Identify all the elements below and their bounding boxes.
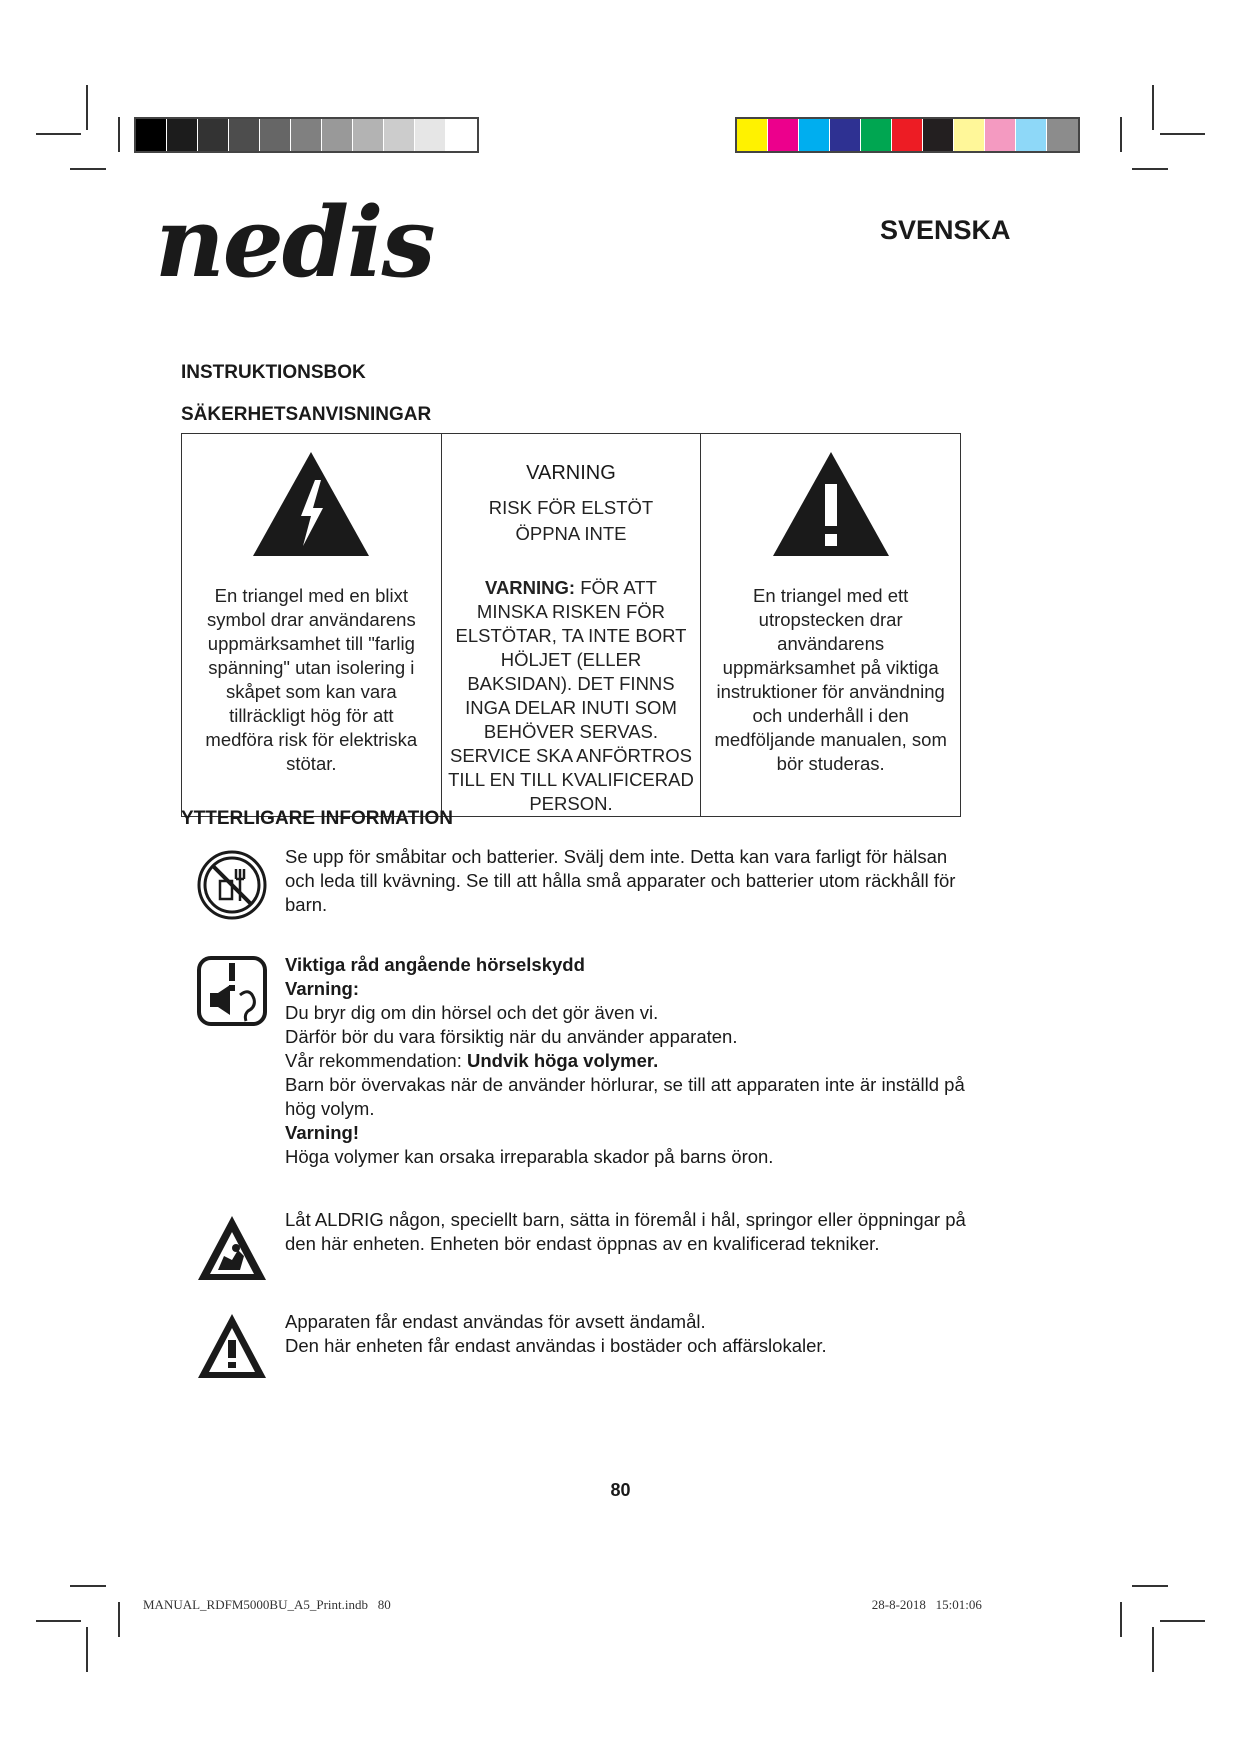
page-number: 80 <box>610 1480 631 1500</box>
color-swatch <box>198 119 229 151</box>
usage-line-1: Apparaten får endast användas för avsett ändamål. <box>285 1311 706 1332</box>
print-footer: MANUAL_RDFM5000BU_A5_Print.indb 80 28-8-2018 15:01:06 <box>143 1597 982 1612</box>
crop-mark <box>86 1627 88 1672</box>
language-label: SVENSKA <box>880 215 1011 245</box>
exclamation-description: En triangel med ett utropstecken drar användarens uppmärksamhet på viktiga instruktioner för användning och underhåll i den medföljande manualen, som bör studeras. <box>714 585 947 774</box>
general-warning-icon <box>196 1310 268 1382</box>
crop-mark <box>1152 1627 1154 1672</box>
color-swatch <box>892 119 923 151</box>
hearing-protection-icon <box>196 955 268 1027</box>
color-swatch <box>446 119 477 151</box>
no-objects-warning-icon <box>196 1212 268 1284</box>
center-warning-body: FÖR ATT MINSKA RISKEN FÖR ELSTÖTAR, TA INTE BORT HÖLJET (ELLER BAKSIDAN). DET FINNS INGA DELAR INUTI SOM BEHÖVER SERVAS. SERVICE SKA ANFÖRTROS TILL EN TILL KVALIFICERAD PERSON. <box>448 577 694 814</box>
color-swatch <box>1016 119 1047 151</box>
grayscale-calibration-bar <box>134 117 479 153</box>
crop-mark <box>36 1620 81 1622</box>
color-swatch <box>737 119 768 151</box>
crop-mark <box>1160 133 1205 135</box>
crop-mark <box>1120 1602 1122 1637</box>
crop-mark <box>118 1602 120 1637</box>
crop-mark <box>36 133 81 135</box>
usage-line-2: Den här enheten får endast användas i bostäder och affärslokaler. <box>285 1335 827 1356</box>
color-swatch <box>923 119 954 151</box>
hearing-warning-label: Varning: <box>285 978 360 999</box>
center-open-line: ÖPPNA INTE <box>515 523 627 544</box>
hearing-rec-prefix: Vår rekommendation: <box>285 1050 468 1071</box>
safety-warning-table <box>181 433 961 817</box>
hearing-title: Viktiga råd angående hörselskydd <box>285 954 585 975</box>
color-swatch <box>1047 119 1078 151</box>
hearing-line-1: Du bryr dig om din hörsel och det gör även vi. <box>285 1002 659 1023</box>
color-swatch <box>167 119 198 151</box>
small-parts-info <box>181 845 981 925</box>
color-calibration-bar <box>735 117 1080 153</box>
color-swatch <box>291 119 322 151</box>
nedis-logo: nedis <box>155 186 434 299</box>
crop-mark <box>1160 1620 1205 1622</box>
crop-mark <box>1120 117 1122 152</box>
crop-mark <box>118 117 120 152</box>
crop-mark <box>1132 1585 1168 1587</box>
center-warning-text <box>442 576 701 816</box>
crop-mark <box>1132 168 1168 170</box>
hearing-text <box>285 953 975 1169</box>
usage-info <box>181 1310 981 1390</box>
safety-title: SÄKERHETSANVISNINGAR <box>181 404 432 425</box>
small-parts-text: Se upp för småbitar och batterier. Svälj dem inte. Detta kan vara farligt för hälsan och leda till kvävning. Se till att hålla små apparater och batterier utom räckhåll för barn. <box>285 846 956 915</box>
color-swatch <box>954 119 985 151</box>
hearing-rec-bold: Undvik höga volymer. <box>467 1050 659 1071</box>
center-warning-cell <box>441 434 701 817</box>
color-swatch <box>861 119 892 151</box>
color-swatch <box>830 119 861 151</box>
hearing-warning-2: Varning! <box>285 1122 360 1143</box>
hearing-info <box>181 953 981 1173</box>
color-swatch <box>384 119 415 151</box>
center-risk-line: RISK FÖR ELSTÖT <box>488 497 654 518</box>
crop-mark <box>1152 85 1154 130</box>
lightning-description: En triangel med en blixt symbol drar användarens uppmärksamhet till "farlig spänning" utan isolering i skåpet som kan vara tillräckligt hög för att medföra risk för elektriska stötar. <box>205 585 418 774</box>
objects-text: Låt ALDRIG någon, speciellt barn, sätta in föremål i hål, springor eller öppningar på den här enheten. Enheten bör endast öppnas av en kvalificerad tekniker. <box>285 1209 966 1254</box>
lightning-cell <box>182 434 442 817</box>
usage-text <box>285 1310 975 1358</box>
color-swatch <box>768 119 799 151</box>
color-swatch <box>985 119 1016 151</box>
hearing-line-3: Barn bör övervakas när de använder hörlurar, se till att apparaten inte är inställd på hög volym. <box>285 1074 965 1119</box>
color-swatch <box>353 119 384 151</box>
lightning-warning-icon <box>251 450 371 560</box>
color-swatch <box>260 119 291 151</box>
center-warning-bold: VARNING: <box>484 577 576 598</box>
additional-info-title: YTTERLIGARE INFORMATION <box>181 808 453 829</box>
manual-title: INSTRUKTIONSBOK <box>181 362 366 383</box>
center-warning-title: VARNING <box>526 462 616 484</box>
exclamation-warning-icon <box>771 450 891 560</box>
color-swatch <box>229 119 260 151</box>
hearing-line-2: Därför bör du vara försiktig när du använder apparaten. <box>285 1026 738 1047</box>
exclamation-cell <box>701 434 961 817</box>
crop-mark <box>70 168 106 170</box>
crop-mark <box>70 1585 106 1587</box>
objects-info <box>181 1208 981 1288</box>
crop-mark <box>86 85 88 130</box>
hearing-line-4: Höga volymer kan orsaka irreparabla skador på barns öron. <box>285 1146 774 1167</box>
color-swatch <box>322 119 353 151</box>
color-swatch <box>415 119 446 151</box>
color-swatch <box>799 119 830 151</box>
hearing-recommendation <box>285 1049 975 1073</box>
color-swatch <box>136 119 167 151</box>
no-swallow-icon <box>196 849 268 921</box>
